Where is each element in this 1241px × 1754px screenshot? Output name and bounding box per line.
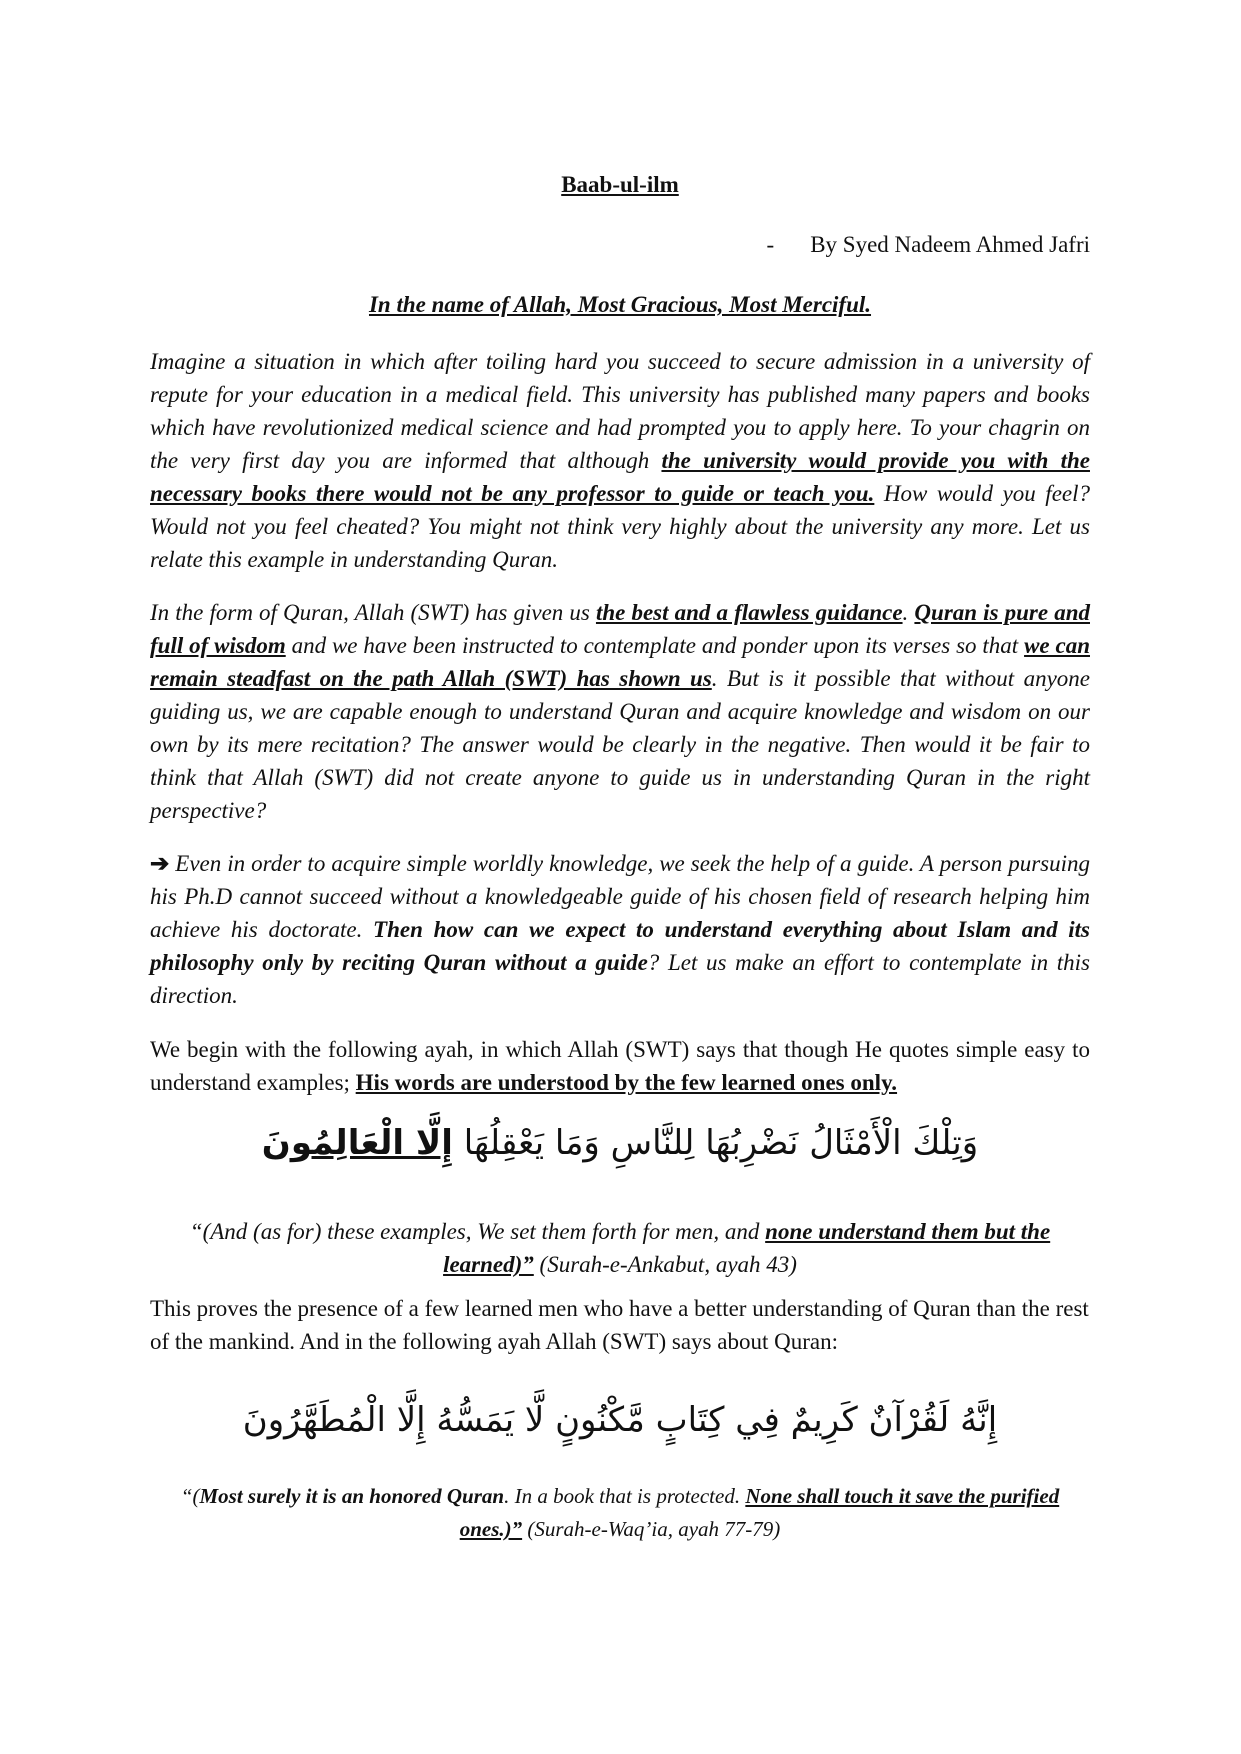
paragraph-emphasis: the university would provide you with the necessary books there would not be any professor to guide or teach you. xyxy=(150,448,1090,506)
translation-waqia xyxy=(150,1480,1090,1546)
arabic-verse-ankabut xyxy=(150,1118,1090,1168)
translation-text: . In a book that is protected. xyxy=(504,1484,746,1508)
arabic-verse-waqia: إِنَّهُ لَقُرْآنٌ كَرِيمٌ فِي كِتَابٍ مَّكْنُونٍ لَّا يَمَسُّهُ إِلَّا الْمُطَهَّرُونَ xyxy=(242,1400,998,1440)
arrow-right-icon: ➔ xyxy=(150,851,170,876)
translation-text: “( xyxy=(180,1484,200,1508)
paragraph-text: . But is it possible that without anyone guiding us, we are capable enough to understand Quran and acquire knowledge and wisdom on our own by its mere recitation? The answer would be clearly in the negative. Then would it be fair to think that Allah (SWT) did not create anyone to guide us in understanding Quran in the right perspective? xyxy=(150,666,1090,823)
translation-emphasis: none understand them but the learned)” xyxy=(443,1219,1051,1277)
paragraph-text: Even in order to acquire simple worldly knowledge, we seek the help of a guide. A person pursuing his Ph.D cannot succeed without a knowledgeable guide of his chosen field of research helping him achieve his doctorate. xyxy=(150,851,1090,942)
translation-reference: (Surah-e-Ankabut, ayah 43) xyxy=(533,1252,797,1277)
paragraph-text: ? Let us make an effort to contemplate in this direction. xyxy=(150,950,1090,1008)
author-line xyxy=(150,232,1090,258)
paragraph-quran-guidance xyxy=(150,596,1090,827)
translation-text: “(And (as for) these examples, We set them forth for men, and xyxy=(189,1219,766,1244)
paragraph-text: We begin with the following ayah, in which Allah (SWT) says that though He quotes simple easy to understand examples; xyxy=(150,1037,1090,1095)
arabic-text: وَتِلْكَ الْأَمْثَالُ نَضْرِبُهَا لِلنَّاسِ وَمَا يَعْقِلُهَا xyxy=(452,1123,979,1163)
invocation-heading: In the name of Allah, Most Gracious, Most Merciful. xyxy=(368,292,872,317)
paragraph-learned-men: This proves the presence of a few learned men who have a better understanding of Quran than the rest of the mankind. And in the following ayah Allah (SWT) says about Quran: xyxy=(150,1296,1089,1354)
author-dash: - xyxy=(766,232,775,257)
author-name: By Syed Nadeem Ahmed Jafri xyxy=(810,232,1090,257)
paragraph-text: How would you feel? Would not you feel cheated? You might not think very highly about the university any more. Let us relate this example in understanding Quran. xyxy=(150,481,1090,572)
paragraph-text: In the form of Quran, Allah (SWT) has given us xyxy=(150,600,596,625)
translation-reference: (Surah-e-Waq’ia, ayah 77-79) xyxy=(522,1517,781,1541)
paragraph-text: Imagine a situation in which after toiling hard you succeed to secure admission in a university of repute for your education in a medical field. This university has published many papers and books which have revolutionized medical science and had prompted you to apply here. To your chagrin on the very first day you are informed that although xyxy=(150,349,1090,473)
translation-ankabut xyxy=(150,1215,1090,1281)
paragraph-emphasis: Quran is pure and full of wisdom xyxy=(150,600,1090,658)
paragraph-emphasis: Then how can we expect to understand everything about Islam and its philosophy only by reciting Quran without a guide xyxy=(150,917,1090,975)
document-title: Baab-ul-ilm xyxy=(561,172,679,197)
paragraph-worldly-knowledge xyxy=(150,847,1090,1012)
paragraph-emphasis: we can remain steadfast on the path Allah (SWT) has shown us xyxy=(150,633,1090,691)
paragraph-emphasis: the best and a flawless guidance xyxy=(595,600,903,625)
paragraph-text: and we have been instructed to contemplate and ponder upon its verses so that xyxy=(285,633,1025,658)
paragraph-following-ayah xyxy=(150,1033,1090,1099)
translation-emphasis: None shall touch it save the purified ones.)” xyxy=(459,1484,1060,1541)
paragraph-university-example xyxy=(150,345,1090,576)
arabic-emphasis: إِلَّا الْعَالِمُونَ xyxy=(261,1123,453,1163)
paragraph-text: . xyxy=(902,600,915,625)
translation-emphasis: Most surely it is an honored Quran xyxy=(199,1484,505,1508)
paragraph-emphasis: His words are understood by the few learned ones only. xyxy=(355,1070,898,1095)
